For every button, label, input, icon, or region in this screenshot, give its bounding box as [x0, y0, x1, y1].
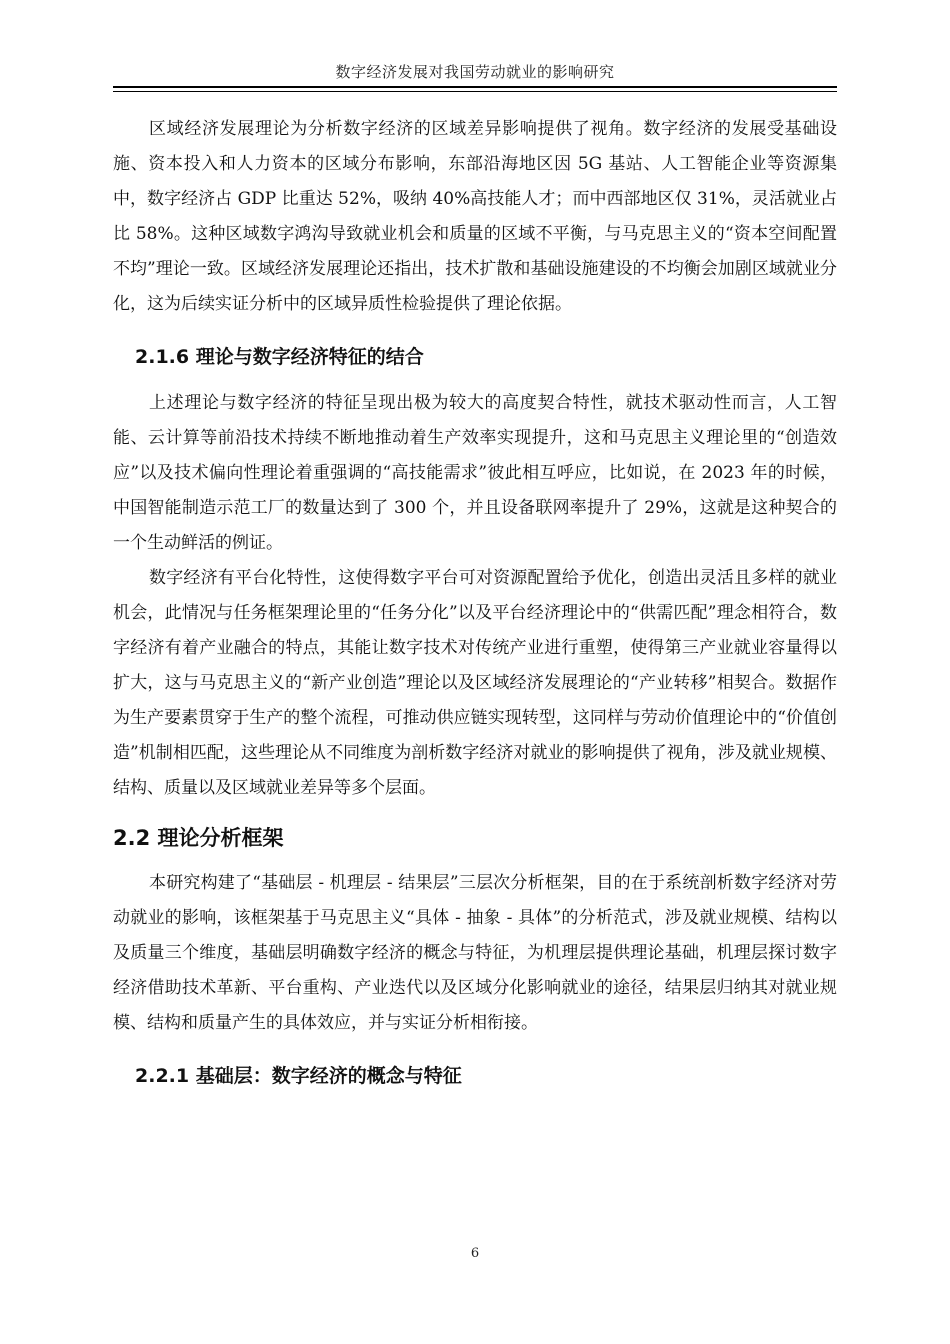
page-number: 6 — [470, 1246, 480, 1261]
running-header: 数字经济发展对我国劳动就业的影响研究 — [335, 63, 615, 81]
paragraph-theory-fit: 上述理论与数字经济的特征呈现出极为较大的高度契合特性，就技术驱动性而言，人工智能、云计算等前沿技术持续不断地推动着生产效率实现提升，这和马克思主义理论里的“创造效应”以及技术偏向性理论着重强调的“高技能需求”彼此相互呼应，比如说，在 2023 年的时候，中国智能制造示范工厂的数量达到了 300 个，并且设备联网率提升了 29%，这就是这种契合的一个生动鲜活的例证。 — [113, 393, 837, 553]
page-body — [113, 112, 837, 1105]
section-heading-2-1-6: 2.1.6 理论与数字经济特征的结合 — [135, 346, 424, 368]
paragraph-framework: 本研究构建了“基础层 - 机理层 - 结果层”三层次分析框架，目的在于系统剖析数字经济对劳动就业的影响，该框架基于马克思主义“具体 - 抽象 - 具体”的分析范式，涉及就业规模、结构以及质量三个维度，基础层明确数字经济的概念与特征，为机理层提供理论基础，机理层探讨数字经济借助技术革新、平台重构、产业迭代以及区域分化影响就业的途径，结果层归纳其对就业规模、结构和质量产生的具体效应，并与实证分析相衔接。 — [113, 873, 837, 1033]
header-rule-thick — [113, 86, 837, 88]
paragraph-platform-features: 数字经济有平台化特性，这使得数字平台可对资源配置给予优化，创造出灵活且多样的就业机会，此情况与任务框架理论里的“任务分化”以及平台经济理论中的“供需匹配”理念相符合，数字经济有着产业融合的特点，其能让数字技术对传统产业进行重塑，使得第三产业就业容量得以扩大，这与马克思主义的“新产业创造”理论以及区域经济发展理论的“产业转移”相契合。数据作为生产要素贯穿于生产的整个流程，可推动供应链实现转型，这同样与劳动价值理论中的“价值创造”机制相匹配，这些理论从不同维度为剖析数字经济对就业的影响提供了视角，涉及就业规模、结构、质量以及区域就业差异等多个层面。 — [113, 568, 837, 798]
header-rule-thin — [113, 91, 837, 92]
paragraph-regional-theory: 区域经济发展理论为分析数字经济的区域差异影响提供了视角。数字经济的发展受基础设施、资本投入和人力资本的区域分布影响，东部沿海地区因 5G 基站、人工智能企业等资源集中，数字经济占 GDP 比重达 52%，吸纳 40%高技能人才；而中西部地区仅 31%，灵活就业占比 58%。这种区域数字鸿沟导致就业机会和质量的区域不平衡，与马克思主义的“资本空间配置不均”理论一致。区域经济发展理论还指出，技术扩散和基础设施建设的不均衡会加剧区域就业分化，这为后续实证分析中的区域异质性检验提供了理论依据。 — [113, 119, 837, 314]
section-heading-2-2: 2.2 理论分析框架 — [113, 826, 284, 850]
section-heading-2-2-1: 2.2.1 基础层：数字经济的概念与特征 — [135, 1065, 462, 1087]
